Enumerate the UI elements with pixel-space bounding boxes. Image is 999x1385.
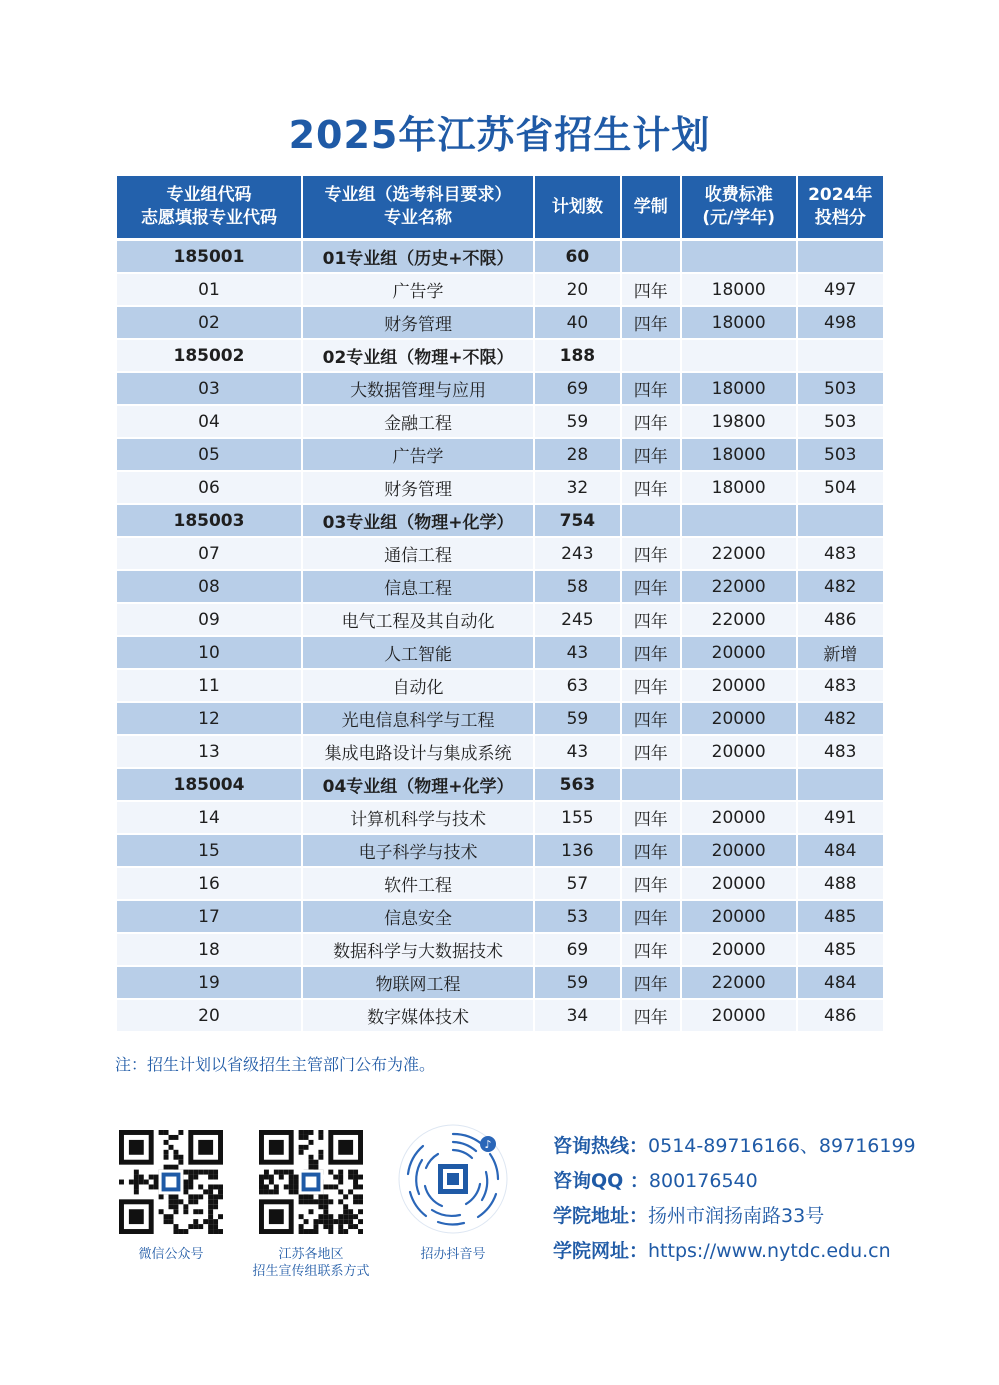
table-cell: 广告学 (303, 437, 533, 470)
table-cell (682, 238, 796, 272)
table-cell: 电气工程及其自动化 (303, 602, 533, 635)
address-label: 学院地址： (553, 1205, 649, 1227)
table-cell: 20000 (682, 800, 796, 833)
table-row (117, 668, 883, 701)
group-row (117, 503, 883, 536)
table-row (117, 602, 883, 635)
qq-label: 咨询QQ ： (553, 1170, 649, 1192)
header-duration: 学制 (622, 176, 680, 238)
header-major: 专业组（选考科目要求） 专业名称 (303, 176, 533, 238)
table-cell: 信息安全 (303, 899, 533, 932)
table-cell: 57 (535, 866, 619, 899)
table-cell: 503 (798, 404, 884, 437)
table-cell: 软件工程 (303, 866, 533, 899)
table-row (117, 272, 883, 305)
table-cell: 20000 (682, 635, 796, 668)
header-fee: 收费标准 (元/学年) (682, 176, 796, 238)
table-cell: 483 (798, 668, 884, 701)
admission-plan-table (115, 176, 885, 1031)
table-cell: 数字媒体技术 (303, 998, 533, 1031)
group-row (117, 238, 883, 272)
table-cell: 02 (117, 305, 301, 338)
table-cell: 财务管理 (303, 305, 533, 338)
table-cell: 563 (535, 767, 619, 800)
table-cell: 484 (798, 833, 884, 866)
table-cell: 22000 (682, 602, 796, 635)
table-cell: 243 (535, 536, 619, 569)
table-cell: 四年 (622, 404, 680, 437)
table-cell: 09 (117, 602, 301, 635)
table-cell: 06 (117, 470, 301, 503)
table-cell: 计算机科学与技术 (303, 800, 533, 833)
table-cell: 四年 (622, 899, 680, 932)
table-cell: 486 (798, 998, 884, 1031)
table-cell: 22000 (682, 569, 796, 602)
contact-website (553, 1236, 891, 1263)
qr-label-douyin: 招办抖音号 (420, 1247, 486, 1262)
table-cell: 60 (535, 238, 619, 272)
table-cell: 四年 (622, 272, 680, 305)
table-cell: 504 (798, 470, 884, 503)
table-cell: 20000 (682, 668, 796, 701)
table-cell: 20000 (682, 998, 796, 1031)
table-cell: 185004 (117, 767, 301, 800)
table-cell (798, 338, 884, 371)
table-cell: 15 (117, 833, 301, 866)
table-cell: 四年 (622, 932, 680, 965)
table-cell: 自动化 (303, 668, 533, 701)
table-row (117, 833, 883, 866)
table-cell: 信息工程 (303, 569, 533, 602)
table-cell: 18 (117, 932, 301, 965)
table-cell: 01 (117, 272, 301, 305)
table-cell: 人工智能 (303, 635, 533, 668)
table-cell: 四年 (622, 668, 680, 701)
table-cell: 155 (535, 800, 619, 833)
table-cell: 03 (117, 371, 301, 404)
table-cell: 四年 (622, 371, 680, 404)
table-cell: 18000 (682, 437, 796, 470)
qq-value: 800176540 (648, 1170, 758, 1192)
table-cell: 01专业组（历史+不限） (303, 238, 533, 272)
table-cell: 电子科学与技术 (303, 833, 533, 866)
table-cell (622, 238, 680, 272)
svg-text:♪: ♪ (484, 1138, 492, 1151)
region-contact-qr-code (259, 1130, 363, 1234)
table-cell: 四年 (622, 866, 680, 899)
table-row (117, 569, 883, 602)
qr-label-region: 江苏各地区 招生宣传组联系方式 (252, 1247, 370, 1279)
table-cell (682, 338, 796, 371)
header-plan: 计划数 (535, 176, 619, 238)
table-cell: 498 (798, 305, 884, 338)
table-cell: 集成电路设计与集成系统 (303, 734, 533, 767)
table-cell: 四年 (622, 635, 680, 668)
table-cell: 185003 (117, 503, 301, 536)
table-cell: 四年 (622, 800, 680, 833)
douyin-mini-code (398, 1124, 508, 1234)
table-cell: 四年 (622, 305, 680, 338)
table-cell: 59 (535, 965, 619, 998)
table-cell: 18000 (682, 272, 796, 305)
table-cell: 数据科学与大数据技术 (303, 932, 533, 965)
table-cell: 四年 (622, 602, 680, 635)
table-cell: 18000 (682, 470, 796, 503)
table-row (117, 305, 883, 338)
hotline-label: 咨询热线： (553, 1135, 649, 1157)
table-cell: 四年 (622, 998, 680, 1031)
page-title: 2025年江苏省招生计划 (288, 113, 711, 157)
table-cell: 03专业组（物理+化学） (303, 503, 533, 536)
table-cell: 四年 (622, 965, 680, 998)
table-cell: 04 (117, 404, 301, 437)
table-cell: 245 (535, 602, 619, 635)
table-row (117, 932, 883, 965)
table-cell: 482 (798, 569, 884, 602)
table-cell: 482 (798, 701, 884, 734)
table-cell: 12 (117, 701, 301, 734)
table-cell (622, 338, 680, 371)
table-cell: 22000 (682, 965, 796, 998)
table-cell: 34 (535, 998, 619, 1031)
table-cell: 20 (117, 998, 301, 1031)
table-cell: 四年 (622, 833, 680, 866)
table-cell: 19 (117, 965, 301, 998)
hotline-value: 0514-89716166、89716199 (648, 1135, 916, 1157)
group-row (117, 767, 883, 800)
table-cell: 136 (535, 833, 619, 866)
wechat-qr-code (119, 1130, 223, 1234)
table-cell: 503 (798, 437, 884, 470)
table-cell: 20000 (682, 866, 796, 899)
group-row (117, 338, 883, 371)
table-cell: 19800 (682, 404, 796, 437)
table-cell: 14 (117, 800, 301, 833)
table-cell (798, 503, 884, 536)
table-row (117, 998, 883, 1031)
table-cell: 28 (535, 437, 619, 470)
table-cell: 185001 (117, 238, 301, 272)
table-cell: 491 (798, 800, 884, 833)
table-row (117, 866, 883, 899)
table-row (117, 701, 883, 734)
table-cell (798, 238, 884, 272)
table-cell (798, 767, 884, 800)
table-cell: 光电信息科学与工程 (303, 701, 533, 734)
table-cell: 69 (535, 371, 619, 404)
table-cell: 22000 (682, 536, 796, 569)
table-row (117, 635, 883, 668)
table-cell: 43 (535, 734, 619, 767)
qr-label-wechat: 微信公众号 (138, 1247, 204, 1262)
table-cell: 四年 (622, 470, 680, 503)
table-cell: 69 (535, 932, 619, 965)
table-cell: 广告学 (303, 272, 533, 305)
table-row (117, 899, 883, 932)
table-cell: 503 (798, 371, 884, 404)
table-cell: 43 (535, 635, 619, 668)
table-row (117, 965, 883, 998)
table-cell: 18000 (682, 305, 796, 338)
contact-qq (553, 1166, 758, 1193)
table-cell: 59 (535, 404, 619, 437)
table-cell: 20000 (682, 701, 796, 734)
table-cell: 486 (798, 602, 884, 635)
table-row (117, 437, 883, 470)
table-cell: 13 (117, 734, 301, 767)
table-cell: 754 (535, 503, 619, 536)
table-cell: 新增 (798, 635, 884, 668)
table-cell: 63 (535, 668, 619, 701)
website-label: 学院网址： (553, 1240, 649, 1262)
table-cell: 488 (798, 866, 884, 899)
table-row (117, 371, 883, 404)
table-header-row (117, 176, 883, 238)
table-cell: 18000 (682, 371, 796, 404)
table-cell: 20000 (682, 833, 796, 866)
table-cell: 497 (798, 272, 884, 305)
table-row (117, 470, 883, 503)
footnote: 注：招生计划以省级招生主管部门公布为准。 (115, 1055, 436, 1074)
table-cell: 10 (117, 635, 301, 668)
table-cell: 59 (535, 701, 619, 734)
contact-hotline (553, 1131, 916, 1158)
table-row (117, 404, 883, 437)
table-cell: 02专业组（物理+不限） (303, 338, 533, 371)
table-cell: 20000 (682, 734, 796, 767)
table-cell: 04专业组（物理+化学） (303, 767, 533, 800)
table-row (117, 536, 883, 569)
table-row (117, 734, 883, 767)
header-score: 2024年 投档分 (798, 176, 884, 238)
table-cell: 财务管理 (303, 470, 533, 503)
table-cell: 58 (535, 569, 619, 602)
address-value: 扬州市润扬南路33号 (648, 1205, 825, 1227)
table-cell (622, 767, 680, 800)
table-cell: 05 (117, 437, 301, 470)
table-cell: 四年 (622, 437, 680, 470)
table-cell: 40 (535, 305, 619, 338)
table-cell: 53 (535, 899, 619, 932)
table-cell (682, 767, 796, 800)
table-cell: 483 (798, 734, 884, 767)
table-cell: 金融工程 (303, 404, 533, 437)
table-cell: 四年 (622, 569, 680, 602)
table-cell: 485 (798, 899, 884, 932)
table-cell: 11 (117, 668, 301, 701)
table-cell: 通信工程 (303, 536, 533, 569)
table-cell: 20 (535, 272, 619, 305)
table-cell: 08 (117, 569, 301, 602)
table-cell (682, 503, 796, 536)
website-link[interactable]: https://www.nytdc.edu.cn (648, 1240, 891, 1262)
table-cell: 483 (798, 536, 884, 569)
contact-address (553, 1201, 824, 1228)
table-cell: 185002 (117, 338, 301, 371)
table-cell: 32 (535, 470, 619, 503)
table-cell: 16 (117, 866, 301, 899)
table-cell: 17 (117, 899, 301, 932)
table-cell: 07 (117, 536, 301, 569)
table-cell (622, 503, 680, 536)
table-cell: 20000 (682, 932, 796, 965)
table-cell: 188 (535, 338, 619, 371)
table-cell: 四年 (622, 536, 680, 569)
table-cell: 484 (798, 965, 884, 998)
table-cell: 四年 (622, 734, 680, 767)
table-row (117, 800, 883, 833)
table-cell: 物联网工程 (303, 965, 533, 998)
table-cell: 大数据管理与应用 (303, 371, 533, 404)
header-code: 专业组代码 志愿填报专业代码 (117, 176, 301, 238)
table-cell: 485 (798, 932, 884, 965)
table-cell: 四年 (622, 701, 680, 734)
table-cell: 20000 (682, 899, 796, 932)
